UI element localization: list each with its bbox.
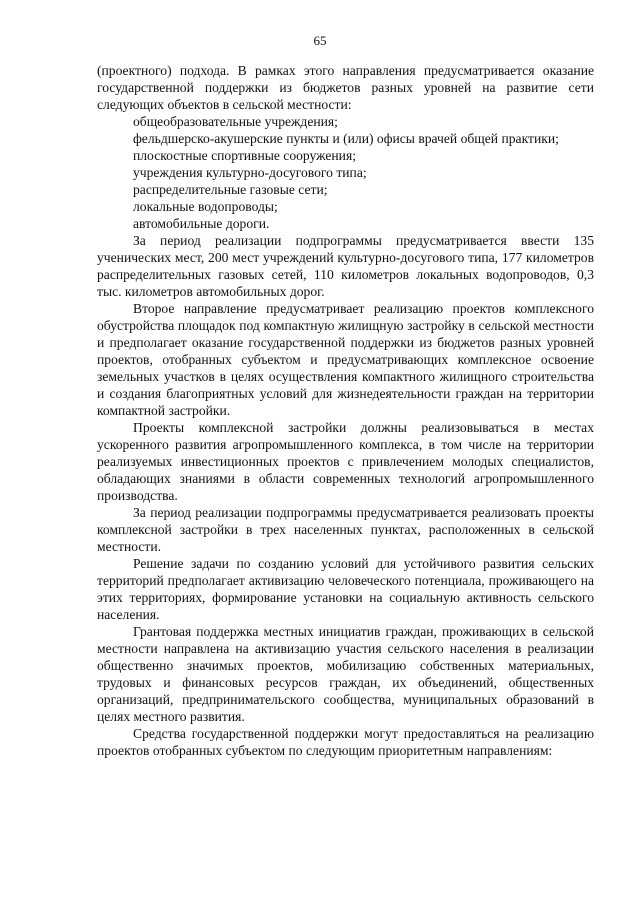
list-item: учреждения культурно-досугового типа; <box>133 165 367 180</box>
paragraph: Проекты комплексной застройки должны реализовываться в местах ускоренного развития агропромышленного комплекса, в том числе на территории реализуемых инвестиционных проектов с привлечением молодых специалистов, обладающих знаниями в области современных технологий агропромышленного производства. <box>97 420 594 503</box>
paragraph: Второе направление предусматривает реализацию проектов комплексного обустройства площадок под компактную жилищную застройку в сельской местности и предполагает оказание государственной поддержки из бюджетов разных уровней проектов, отобранных субъектом и предусматривающих комплексное освоение земельных участков в целях осуществления компактного жилищного строительства и создания благоприятных условий для жизнедеятельности граждан на территории компактной застройки. <box>97 301 594 418</box>
document-body <box>97 62 594 759</box>
list-item: распределительные газовые сети; <box>133 182 328 197</box>
paragraph: Решение задачи по созданию условий для устойчивого развития сельских территорий предполагает активизацию человеческого потенциала, проживающего на этих территориях, формирование установки на социальную активность сельского населения. <box>97 556 594 622</box>
list-item: автомобильные дороги. <box>133 216 270 231</box>
paragraph: (проектного) подхода. В рамках этого направления предусматривается оказание государственной поддержки из бюджетов разных уровней на развитие сети следующих объектов в сельской местности: <box>97 63 594 112</box>
list-item: плоскостные спортивные сооружения; <box>133 148 356 163</box>
list-item: общеобразовательные учреждения; <box>133 114 338 129</box>
page-number: 65 <box>313 33 327 48</box>
list-item: фельдшерско-акушерские пункты и (или) офисы врачей общей практики; <box>133 131 559 146</box>
paragraph: Средства государственной поддержки могут предоставляться на реализацию проектов отобранных субъектом по следующим приоритетным направлениям: <box>97 726 594 758</box>
paragraph: За период реализации подпрограммы предусматривается ввести 135 ученических мест, 200 мест учреждений культурно-досугового типа, 177 километров распределительных газовых сетей, 110 километров локальных водопроводов, 0,3 тыс. километров автомобильных дорог. <box>97 233 594 299</box>
list-item: локальные водопроводы; <box>133 199 278 214</box>
paragraph: Грантовая поддержка местных инициатив граждан, проживающих в сельской местности направлена на активизацию участия сельского населения в реализации общественно значимых проектов, мобилизацию собственных материальных, трудовых и финансовых ресурсов граждан, их объединений, общественных организаций, предпринимательского сообщества, муниципальных образований в целях местного развития. <box>97 624 594 724</box>
paragraph: За период реализации подпрограммы предусматривается реализовать проекты комплексной застройки в трех населенных пунктах, расположенных в сельской местности. <box>97 505 594 554</box>
